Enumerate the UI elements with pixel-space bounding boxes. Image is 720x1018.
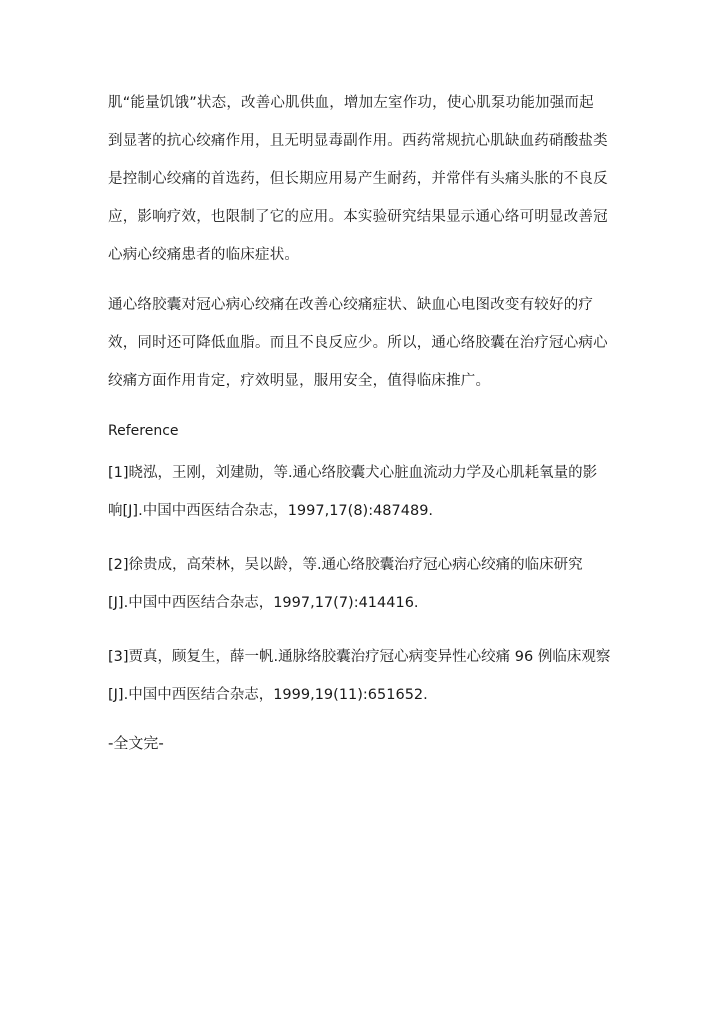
reference-line: [1]晓泓，王刚，刘建勋，等.通心络胶囊犬心脏血流动力学及心肌耗氧量的影 — [108, 465, 598, 481]
reference-line: [3]贾真，顾复生，薛一帆.通脉络胶囊治疗冠心病变异性心绞痛 96 例临床观察 — [108, 649, 611, 665]
paragraph-line: 通心络胶囊对冠心病心绞痛在改善心绞痛症状、缺血心电图改变有较好的疗 — [108, 297, 594, 313]
reference-item-1 — [108, 454, 618, 530]
reference-item-3 — [108, 638, 618, 714]
paragraph-line: 绞痛方面作用肯定，疗效明显，服用安全，值得临床推广。 — [108, 373, 491, 389]
reference-item-2 — [108, 546, 618, 622]
document-page — [108, 84, 618, 730]
reference-line: [J].中国中西医结合杂志，1999,19(11):651652. — [108, 687, 428, 703]
end-of-document-mark: -全文完- — [108, 734, 164, 752]
body-paragraph-2 — [108, 286, 618, 400]
reference-line: [J].中国中西医结合杂志，1997,17(7):414416. — [108, 595, 419, 611]
paragraph-line: 肌“能量饥饿”状态，改善心肌供血，增加左室作功，使心肌泵功能加强而起 — [108, 95, 594, 111]
body-paragraph-1 — [108, 84, 618, 274]
paragraph-line: 到显著的抗心绞痛作用，且无明显毒副作用。西药常规抗心肌缺血药硝酸盐类 — [108, 133, 608, 149]
paragraph-line: 心病心绞痛患者的临床症状。 — [108, 247, 300, 263]
paragraph-line: 应，影响疗效，也限制了它的应用。本实验研究结果显示通心络可明显改善冠 — [108, 209, 608, 225]
paragraph-line: 效，同时还可降低血脂。而且不良反应少。所以，通心络胶囊在治疗冠心病心 — [108, 335, 608, 351]
reference-heading: Reference — [108, 423, 179, 439]
reference-line: [2]徐贵成，高荣林，吴以龄，等.通心络胶囊治疗冠心病心绞痛的临床研究 — [108, 557, 583, 573]
reference-line: 响[J].中国中西医结合杂志，1997,17(8):487489. — [108, 503, 434, 519]
paragraph-line: 是控制心绞痛的首选药，但长期应用易产生耐药，并常伴有头痛头胀的不良反 — [108, 171, 608, 187]
